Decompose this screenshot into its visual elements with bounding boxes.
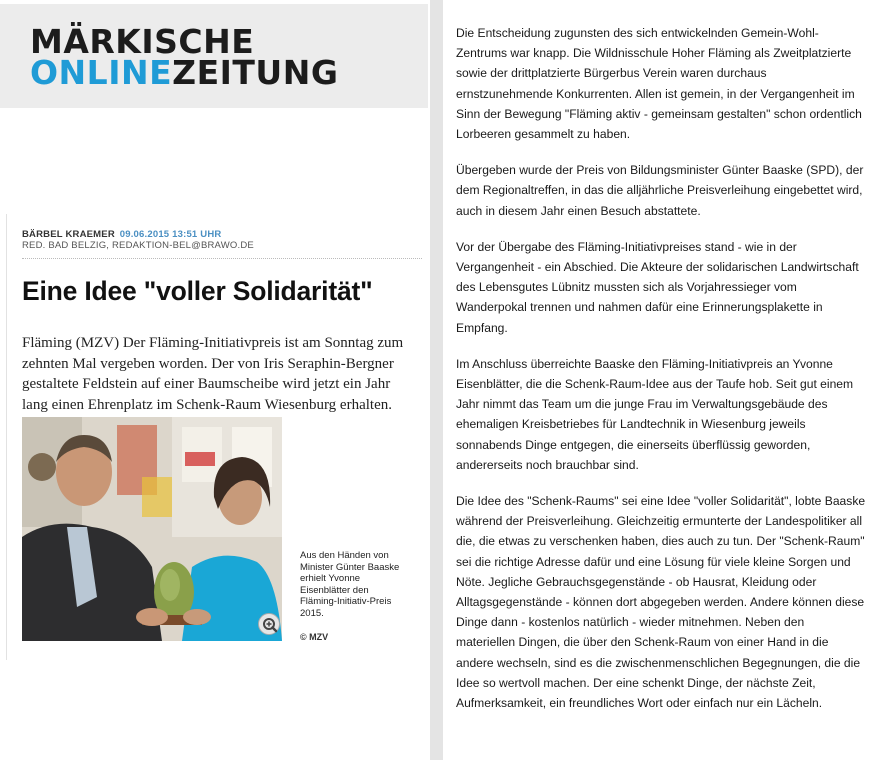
article-body [456, 23, 866, 729]
masthead [0, 4, 428, 108]
body-paragraph: Im Anschluss überreichte Baaske den Fläming-Initiativpreis an Yvonne Eisenblätter, die die Schenk-Raum-Idee aus der Taufe hob. Seit gut einem Jahr nimmt das Team um die junge Frau im Verwaltungsgebäude des ehemaligen Kreisbetriebes für Landtechnik in Wiesenburg jeweils sonnabends Dinge entgegen, die einerseits überflüssig geworden, andererseits noch brauchbar sind. [456, 356, 854, 472]
body-paragraph: Vor der Übergabe des Fläming-Initiativpreises stand - wie in der Vergangenheit - ein Abschied. Die Akteure der solidarischen Landwirtschaft des Lebensgutes Lübnitz mussten sich als Vorjahressieger vom Wanderpokal trennen und nahmen dafür eine Erinnerungsplakette in Empfang. [456, 239, 859, 335]
zoom-in-icon[interactable] [258, 613, 280, 635]
left-page-column [0, 0, 428, 760]
logo-line-2-zeitung: ZEITUNG [172, 53, 339, 92]
publish-date: 09.06.2015 13:51 UHR [119, 229, 222, 240]
body-paragraph: Übergeben wurde der Preis von Bildungsminister Günter Baaske (SPD), der dem Regionaltreffen, in das die alljährliche Preisverleihung eingebettet wird, auch in diesem Jahr einen Besuch abstattete. [456, 163, 864, 218]
byline-divider [22, 258, 422, 259]
column-gutter [430, 0, 443, 760]
article-byline [22, 229, 221, 240]
logo-line-2-online: ONLINE [30, 53, 173, 92]
editorial-contact: RED. BAD BELZIG, REDAKTION-BEL@BRAWO.DE [22, 240, 254, 251]
body-paragraph: Die Idee des "Schenk-Raums" sei eine Idee "voller Solidarität", lobte Baaske während der Preisverleihung. Gleichzeitig ermunterte der Landespolitiker all die, die etwas zu verschenken haben, dies auch zu tun. Der "Schenk-Raum" sei die richtige Adresse dafür und eine Lösung für viele kleine Sorgen und Nöte. Jegliche Gebrauchsgegenstände - ob Hausrat, Kleidung oder Alltagsgegenstände - können dort abgegeben werden. Andere können diese Dinge dann - kostenlos natürlich - wieder mitnehmen. Neben den materiellen Dingen, die über den Schenk-Raum von einer Hand in die andere wechseln, sind es die zwischenmenschlichen Begegnungen, die die Idee so wertvoll machen. Der eine schenkt Dinge, der nächste Zeit, Aufmerksamkeit, ein freundliches Wort oder einfach nur ein Lächeln. [456, 494, 866, 711]
photo-credit: © MZV [300, 632, 329, 642]
photo-caption: Aus den Händen von Minister Günter Baaske erhielt Yvonne Eisenblätter den Fläming-Initiativ-Preis 2015. [300, 550, 400, 619]
author-name: BÄRBEL KRAEMER [22, 229, 115, 240]
article-photo[interactable] [22, 417, 282, 641]
body-paragraph: Die Entscheidung zugunsten des sich entwickelnden Gemein-Wohl-Zentrums war knapp. Die Wildnisschule Hoher Fläming als Zweitplatzierte sowie der drittplatzierte Bürgerbus Verein waren durchaus ernstzunehmende Konkurrenten. Allen ist gemein, in der Vergangenheit im Sinn der Bewegung "Fläming aktiv - gemeinsam gestalten" schon ordentlich Lorbeeren gesammelt zu haben. [456, 26, 862, 142]
photo-illustration [22, 417, 282, 641]
newspaper-logo[interactable] [30, 22, 339, 92]
article-lead: Fläming (MZV) Der Fläming-Initiativpreis ist am Sonntag zum zehnten Mal vergeben worden. Der von Iris Seraphin-Bergner gestaltete Feldstein auf einer Baumscheibe wird jetzt ein Jahr lang einen Ehrenplatz im Schenk-Raum Wiesenburg erhalten. [22, 335, 404, 413]
logo-line-1: MÄRKISCHE [30, 22, 255, 61]
article-headline: Eine Idee "voller Solidarität" [22, 276, 373, 306]
